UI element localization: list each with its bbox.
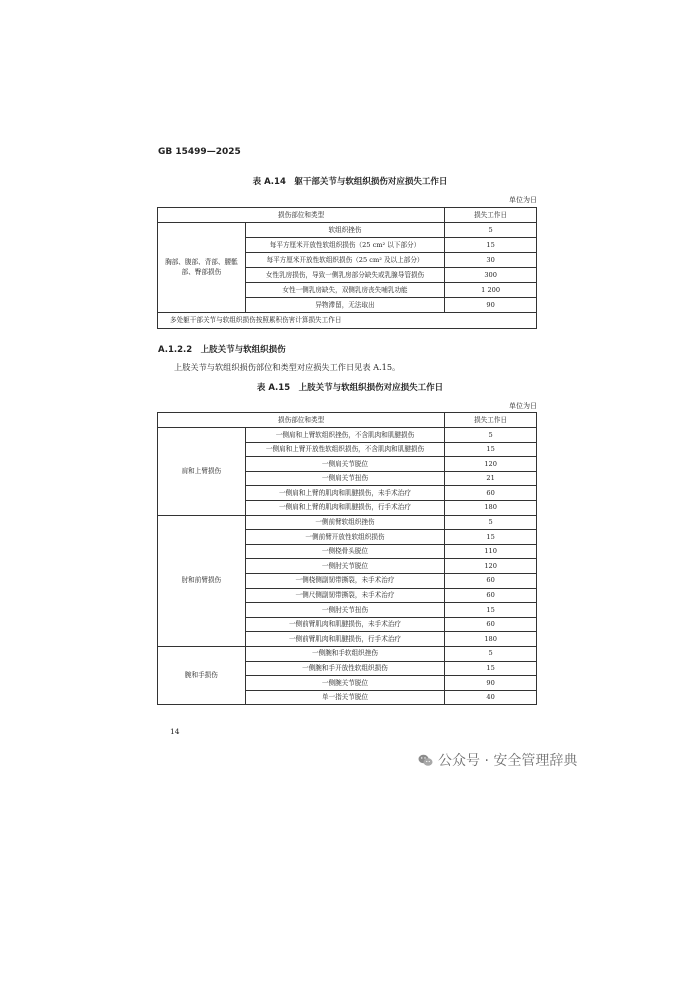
row-type: 软组织挫伤 — [245, 223, 444, 238]
row-type: 每平方厘米开放性软组织损伤（25 cm² 以下部分） — [245, 238, 444, 253]
col-header-days: 损失工作日 — [445, 208, 537, 223]
row-type: 异物滞留，无法取出 — [245, 298, 444, 313]
col-header-part: 损伤部位和类型 — [158, 413, 445, 428]
table-note: 多处躯干部关节与软组织损伤按照累积伤害计算损失工作日 — [158, 313, 537, 329]
row-days: 1 200 — [445, 283, 537, 298]
row-type: 一侧肩和上臂的肌肉和肌腱损伤，未手术治疗 — [245, 486, 444, 501]
row-days: 120 — [445, 559, 537, 574]
row-days: 15 — [445, 442, 537, 457]
row-days: 5 — [445, 428, 537, 443]
row-days: 15 — [445, 661, 537, 676]
row-type: 一侧前臂开放性软组织损伤 — [245, 530, 444, 545]
row-type: 一侧前臂软组织挫伤 — [245, 515, 444, 530]
row-days: 30 — [445, 253, 537, 268]
row-type: 一侧桡骨头脱位 — [245, 544, 444, 559]
row-days: 5 — [445, 223, 537, 238]
row-days: 120 — [445, 457, 537, 472]
row-type: 一侧前臂肌肉和肌腱损伤，行手术治疗 — [245, 632, 444, 647]
row-type: 每平方厘米开放性软组织损伤（25 cm² 及以上部分） — [245, 253, 444, 268]
row-days: 90 — [445, 676, 537, 691]
group-label: 肩和上臂损伤 — [158, 428, 246, 516]
col-header-part: 损伤部位和类型 — [158, 208, 445, 223]
row-type: 一侧肘关节脱位 — [245, 559, 444, 574]
page-number: 14 — [170, 727, 180, 736]
watermark — [418, 750, 577, 770]
row-type: 一侧腕关节脱位 — [245, 676, 444, 691]
row-days: 180 — [445, 632, 537, 647]
wechat-icon — [418, 754, 433, 767]
table-a14-caption: 表 A.14 躯干部关节与软组织损伤对应损失工作日 — [252, 177, 448, 187]
row-type: 女性一侧乳房缺失，双侧乳房丧失哺乳功能 — [245, 283, 444, 298]
row-type: 单一指关节脱位 — [245, 690, 444, 705]
row-type: 一侧前臂肌肉和肌腱损伤，未手术治疗 — [245, 617, 444, 632]
row-days: 21 — [445, 471, 537, 486]
row-days: 60 — [445, 588, 537, 603]
row-type: 一侧肩和上臂开放性软组织损伤，不含肌肉和肌腱损伤 — [245, 442, 444, 457]
row-days: 15 — [445, 603, 537, 618]
table-a15 — [157, 412, 537, 705]
section-paragraph: 上肢关节与软组织损伤部位和类型对应损失工作日见表 A.15。 — [174, 362, 401, 372]
row-days: 15 — [445, 530, 537, 545]
row-type: 一侧桡侧副韧带撕裂，未手术治疗 — [245, 573, 444, 588]
watermark-text: 公众号 · 安全管理辞典 — [438, 753, 578, 769]
row-days: 15 — [445, 238, 537, 253]
row-type: 女性乳房损伤，导致一侧乳房部分缺失或乳腺导管损伤 — [245, 268, 444, 283]
row-days: 5 — [445, 646, 537, 661]
group-label: 肘和前臂损伤 — [158, 515, 246, 646]
row-days: 40 — [445, 690, 537, 705]
row-days: 60 — [445, 617, 537, 632]
row-type: 一侧肩和上臂的肌肉和肌腱损伤，行手术治疗 — [245, 500, 444, 515]
row-days: 60 — [445, 573, 537, 588]
row-type: 一侧腕和手软组织挫伤 — [245, 646, 444, 661]
row-type: 一侧肩和上臂软组织挫伤，不含肌肉和肌腱损伤 — [245, 428, 444, 443]
row-days: 300 — [445, 268, 537, 283]
table-a15-unit: 单位为日 — [509, 402, 537, 410]
table-a14 — [157, 207, 537, 329]
standard-code: GB 15499—2025 — [158, 147, 241, 157]
row-type: 一侧肩关节脱位 — [245, 457, 444, 472]
row-type: 一侧尺侧副韧带撕裂，未手术治疗 — [245, 588, 444, 603]
group-label: 腕和手损伤 — [158, 646, 246, 704]
row-type: 一侧腕和手开放性软组织损伤 — [245, 661, 444, 676]
col-header-days: 损失工作日 — [445, 413, 537, 428]
section-heading: A.1.2.2 上肢关节与软组织损伤 — [158, 345, 286, 355]
table-a15-caption: 表 A.15 上肢关节与软组织损伤对应损失工作日 — [256, 383, 444, 393]
row-days: 90 — [445, 298, 537, 313]
row-days: 5 — [445, 515, 537, 530]
row-type: 一侧肩关节扭伤 — [245, 471, 444, 486]
row-type: 一侧肘关节扭伤 — [245, 603, 444, 618]
row-days: 60 — [445, 486, 537, 501]
table-a14-unit: 单位为日 — [509, 196, 537, 204]
row-days: 180 — [445, 500, 537, 515]
group-label: 胸部、腹部、背部、腰骶部、臀部损伤 — [158, 223, 246, 313]
row-days: 110 — [445, 544, 537, 559]
